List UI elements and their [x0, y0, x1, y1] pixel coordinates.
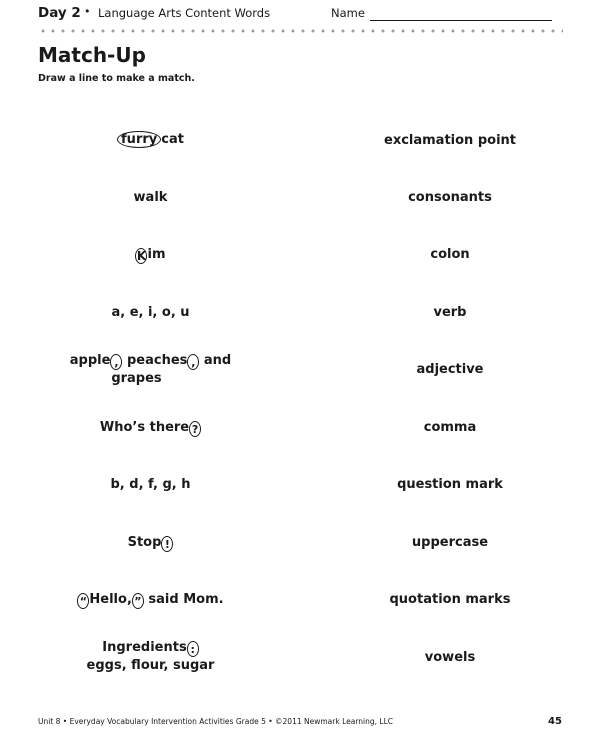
item-text: Stop	[127, 535, 162, 550]
right-item-uppercase[interactable]: uppercase	[411, 535, 489, 550]
name-label: Name	[331, 6, 365, 20]
right-item-colon[interactable]: colon	[430, 247, 470, 262]
item-text: said Mom.	[143, 592, 224, 607]
circled-open-quote: “	[77, 593, 89, 609]
day-label: Day 2	[38, 5, 81, 21]
item-text: a, e, i, o, u	[111, 305, 190, 320]
left-item-consonants-list[interactable]	[58, 476, 243, 493]
right-item-comma[interactable]: comma	[423, 420, 477, 435]
subject-label: Language Arts Content Words	[98, 6, 271, 20]
circled-letter: K	[136, 249, 147, 263]
right-item-exclamation-point[interactable]: exclamation point	[384, 133, 516, 148]
page-number: 45	[548, 716, 562, 727]
page-title: Match-Up	[38, 43, 146, 67]
circled-exclamation: !	[161, 536, 173, 552]
item-text: cat	[161, 132, 184, 147]
item-text: b, d, f, g, h	[110, 477, 191, 492]
item-text: peaches	[122, 353, 188, 368]
left-item-stop[interactable]	[58, 534, 243, 552]
circled-comma: ,	[187, 354, 199, 370]
left-item-ingredients[interactable]	[58, 639, 243, 674]
item-text: apple	[69, 353, 111, 368]
left-item-whos-there[interactable]	[58, 419, 243, 437]
left-item-kim[interactable]	[58, 246, 243, 264]
item-text: and	[199, 353, 232, 368]
item-text: im	[147, 247, 166, 262]
right-item-consonants[interactable]: consonants	[408, 190, 492, 205]
circled-comma: ,	[110, 354, 122, 370]
circled-close-quote: ”	[132, 593, 144, 609]
left-item-vowels-list[interactable]	[58, 304, 243, 321]
left-item-walk[interactable]	[58, 189, 243, 206]
item-text: walk	[133, 190, 168, 205]
left-item-hello[interactable]	[58, 591, 243, 609]
footer-text: Unit 8 • Everyday Vocabulary Intervention Activities Grade 5 • ©2011 Newmark Learning, LLC	[38, 717, 394, 726]
right-item-adjective[interactable]: adjective	[416, 362, 484, 377]
item-text: eggs, flour, sugar	[86, 658, 215, 673]
header-bullet: •	[84, 5, 91, 18]
right-item-vowels[interactable]: vowels	[424, 650, 476, 665]
item-text: Who’s there	[99, 420, 190, 435]
right-item-verb[interactable]: verb	[433, 305, 467, 320]
name-line-field[interactable]	[370, 20, 552, 21]
left-item-apple-list[interactable]	[58, 352, 243, 387]
page-header	[38, 5, 560, 25]
circled-colon: :	[187, 641, 199, 657]
circled-word: furry	[117, 131, 161, 148]
item-text: grapes	[111, 371, 162, 386]
left-item-furry-cat[interactable]	[58, 131, 243, 148]
circled-question-mark: ?	[189, 421, 201, 437]
item-text: Ingredients	[102, 640, 187, 655]
dotted-divider	[38, 28, 563, 34]
right-item-question-mark[interactable]: question mark	[397, 477, 503, 492]
item-text: Hello,	[89, 592, 132, 607]
directions-text: Draw a line to make a match.	[38, 73, 195, 84]
right-item-quotation-marks[interactable]: quotation marks	[389, 592, 511, 607]
